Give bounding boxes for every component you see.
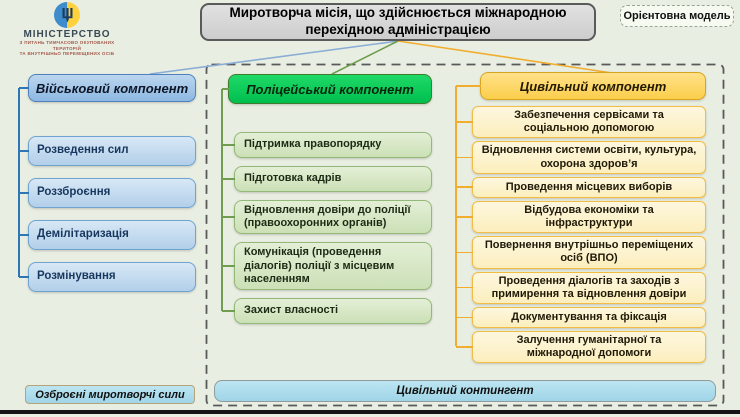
civil-item: Документування та фіксація [472,307,706,328]
military-item: Демілітаризація [28,220,196,250]
police-item: Захист власності [234,298,432,324]
bottom-divider-bar [0,410,740,414]
diagram-title: Миротворча місія, що здійснюється міжнародною перехідною адміністрацією [200,3,596,41]
civil-item: Відновлення системи освіти, культура, охорона здоров’я [472,141,706,173]
police-component-header: Поліцейський компонент [228,74,432,104]
civil-items [472,106,706,363]
ukraine-trident-icon [54,2,80,28]
civil-item: Проведення місцевих виборів [472,177,706,198]
police-item: Підготовка кадрів [234,166,432,192]
civil-component-column [472,72,706,363]
civil-component-header: Цивільний компонент [480,72,706,100]
ministry-subtitle-line2: ТА ВНУТРІШНЬО ПЕРЕМІЩЕНИХ ОСІБ [19,51,115,57]
military-tree-line [18,88,20,277]
military-items [28,136,196,292]
military-item: Розмінування [28,262,196,292]
armed-peacekeeping-forces-label: Озброєні миротворчі сили [25,385,195,404]
military-component-header: Військовий компонент [28,74,196,102]
connector-title-to-civil [398,41,612,73]
civil-item: Повернення внутрішньо переміщених осіб (ВПО) [472,236,706,268]
model-badge: Орієнтовна модель [620,5,734,27]
civil-item: Залучення гуманітарної та міжнародної допомоги [472,331,706,363]
military-item: Розведення сил [28,136,196,166]
military-component-column [28,74,196,292]
civil-item: Проведення діалогів та заходів з примирення та відновлення довіри [472,272,706,304]
police-items [234,132,432,324]
police-item: Підтримка правопорядку [234,132,432,158]
police-tree-line [221,89,223,311]
civil-item: Відбудова економіки та інфраструктури [472,201,706,233]
police-item: Відновлення довіри до поліції (правоохоронних органів) [234,200,432,234]
police-component-column [228,74,432,324]
police-item: Комунікація (проведення діалогів) поліції з місцевим населенням [234,242,432,290]
ministry-subtitle-line1: З ПИТАНЬ ТИМЧАСОВО ОКУПОВАНИХ ТЕРИТОРІЙ [19,40,115,51]
civil-item: Забезпечення сервісами та соціальною допомогою [472,106,706,138]
ministry-name: МІНІСТЕРСТВО [23,29,111,40]
military-item: Роззброєння [28,178,196,208]
ministry-logo [12,2,122,57]
connector-title-to-military [150,41,398,74]
civil-contingent-label: Цивільний контингент [214,380,716,402]
